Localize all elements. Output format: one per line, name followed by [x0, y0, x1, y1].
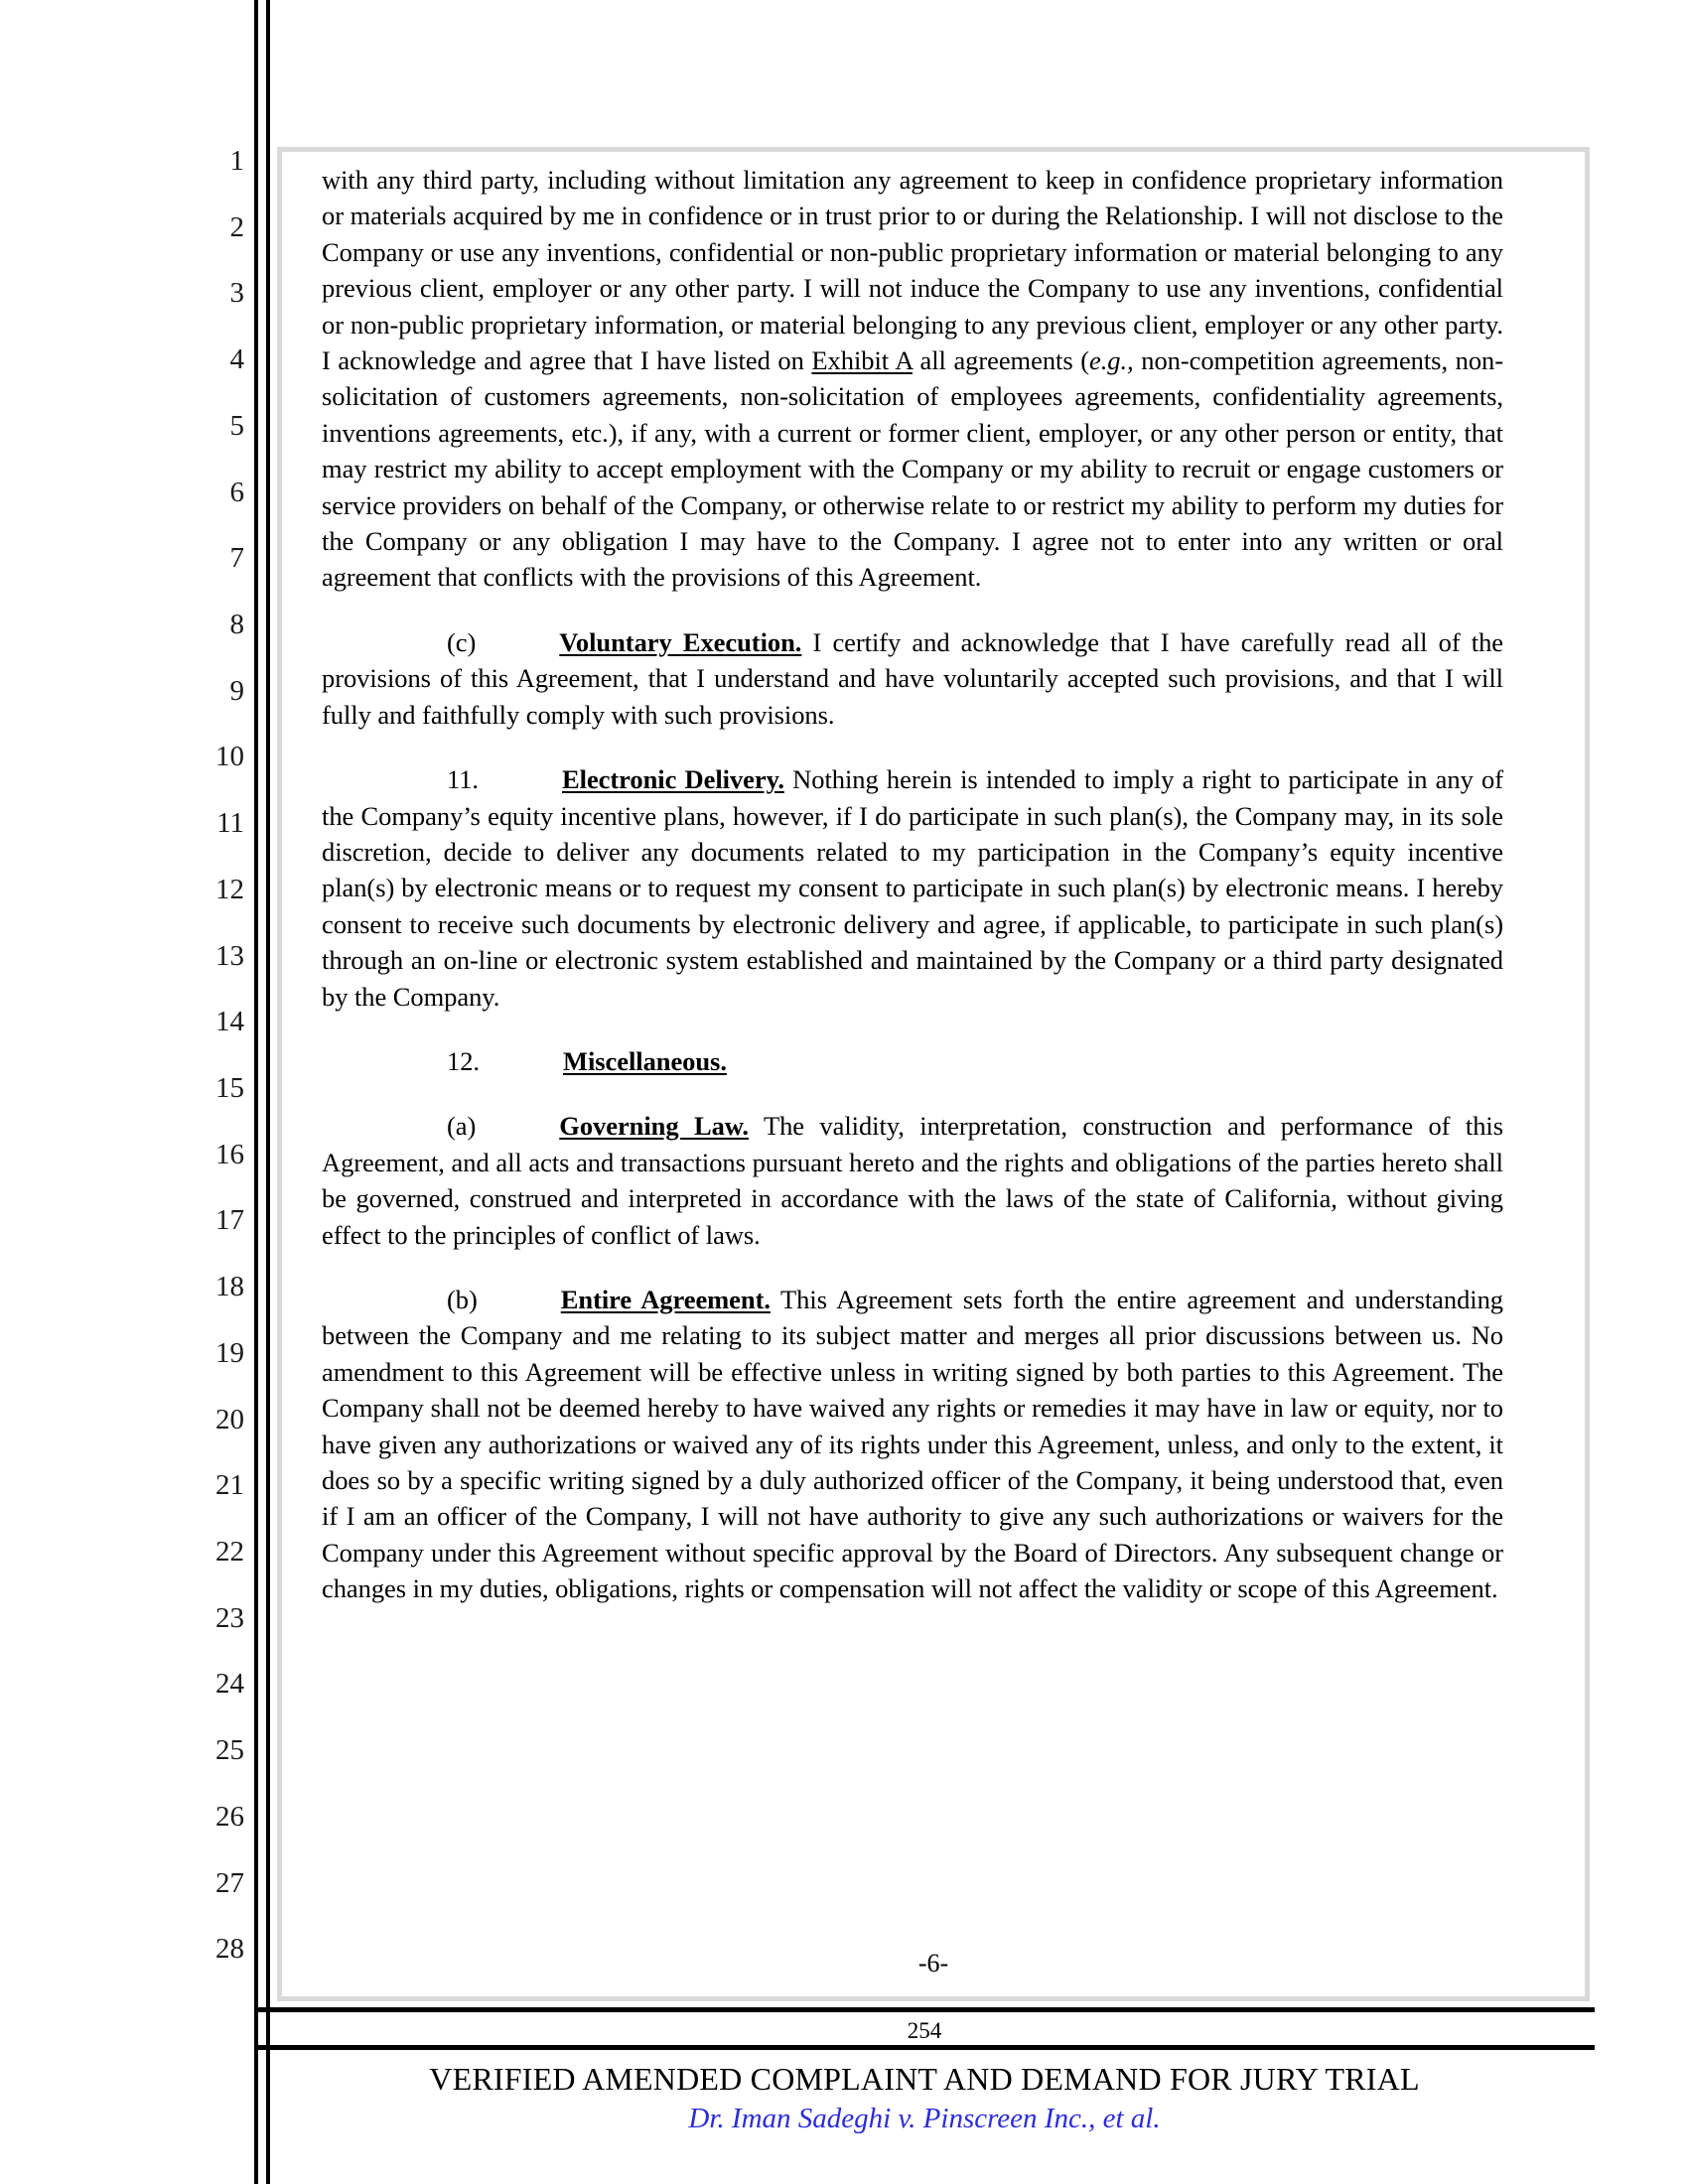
section-heading: Entire Agreement. — [560, 1284, 771, 1314]
line-number: 15 — [215, 1072, 244, 1104]
pleading-rule-outer — [254, 0, 258, 2184]
line-number: 10 — [215, 741, 244, 773]
paragraph-governing-law — [322, 1108, 1503, 1253]
paragraph-marker: (a) — [447, 1111, 477, 1142]
line-number: 3 — [229, 277, 244, 310]
paragraph-indent — [322, 1282, 447, 1317]
bates-number: 254 — [907, 2018, 942, 2043]
pleading-rule-inner — [266, 0, 270, 2184]
line-number: 2 — [229, 210, 244, 243]
page-number: -6- — [917, 1949, 949, 1978]
paragraph-indent — [322, 1108, 447, 1144]
paragraph-miscellaneous — [322, 1043, 1503, 1079]
paragraph-voluntary-execution — [322, 624, 1503, 733]
section-body: The validity, interpretation, construction and performance of this Agreement, and all acts and transactions pursuant hereto and the rights and obligations of the parties hereto shall be governed, construed and interpreted in accordance with the laws of the state of California, without giving effect to the principles of conflict of laws. — [322, 1111, 1503, 1250]
paragraph-marker: (b) — [447, 1284, 478, 1314]
marker-spacer — [476, 1108, 559, 1144]
section-heading: Governing Law. — [559, 1111, 749, 1142]
section-heading: Electronic Delivery. — [562, 764, 784, 795]
paragraph-marker: 12. — [447, 1045, 480, 1076]
marker-spacer — [476, 624, 559, 660]
section-body: Nothing herein is intended to imply a right to participate in any of the Company’s equity incentive plans, however, if I do participate in such plan(s), the Company may, in its sole discretion, decide to deliver any documents related to my participation in the Company’s equity incentive plan(s) by electronic means or to request my consent to participate in such plan(s) by electronic means. I hereby consent to receive such documents by electronic delivery and agree, if applicable, to participate in such plan(s) through an on-line or electronic system established and maintained by the Company or a third party designated by the Company. — [322, 764, 1504, 1012]
line-number: 8 — [229, 609, 244, 640]
paragraph-indent — [322, 624, 447, 660]
line-number: 7 — [229, 542, 244, 575]
line-number: 4 — [229, 343, 244, 376]
paragraph-entire-agreement — [322, 1282, 1503, 1607]
scanned-page-card — [277, 147, 1590, 2001]
line-number: 17 — [215, 1204, 244, 1237]
footer-title: VERIFIED AMENDED COMPLAINT AND DEMAND FOR JURY TRIAL — [429, 2061, 1420, 2097]
line-number: 27 — [215, 1866, 244, 1899]
line-number: 13 — [215, 939, 244, 972]
paragraph-text: with any third party, including without limitation any agreement to keep in confidence proprietary information or materials acquired by me in confidence or in trust prior to or during the Relationship. I will not disclose to the Company or use any inventions, confidential or non-public proprietary information or material belonging to any previous client, employer or any other party. I will not induce the Company to use any inventions, confidential or non-public proprietary information, or material belonging to any previous client, employer or any other party. I acknowledge and agree that I have listed on — [322, 165, 1503, 376]
line-number: 12 — [215, 873, 244, 905]
paragraph-marker: (c) — [447, 626, 477, 657]
marker-spacer — [479, 761, 562, 797]
line-number: 16 — [215, 1138, 244, 1170]
line-number: 26 — [215, 1800, 244, 1833]
section-heading: Voluntary Execution. — [559, 626, 802, 657]
document-text-body — [322, 162, 1503, 1607]
line-number: 5 — [229, 409, 244, 442]
paragraph-text: non-competition agreements, non-solicitation of customers agreements, non-solicitation of employees agreements, confidentiality agreements, inventions agreements, etc.), if any, with a current or former client, employer, or any other person or entity, that may restrict my ability to accept employment with the Company or my ability to recruit or engage customers or service providers on behalf of the Company, or otherwise relate to or restrict my ability to perform my duties for the Company or any obligation I may have to the Company. I agree not to enter into any written or oral agreement that conflicts with the provisions of this Agreement. — [322, 345, 1504, 593]
paragraph-third-party-obligations — [322, 162, 1503, 596]
line-number: 11 — [216, 807, 244, 840]
page-footer — [254, 2007, 1595, 2137]
line-number: 1 — [229, 145, 244, 177]
line-number: 21 — [215, 1469, 244, 1502]
line-number: 25 — [215, 1734, 244, 1767]
line-number-column — [159, 139, 244, 1995]
line-number: 22 — [215, 1536, 244, 1568]
marker-spacer — [478, 1282, 561, 1317]
line-number: 14 — [215, 1006, 244, 1038]
section-body: This Agreement sets forth the entire agreement and understanding between the Company and me relating to its subject matter and merges all prior discussions between us. No amendment to this Agreement will be effective unless in writing signed by both parties to this Agreement. The Company shall not be deemed hereby to have waived any rights or remedies it may have in law or equity, nor to have given any authorizations or waived any of its rights under this Agreement, unless, and only to the extent, it does so by a specific writing signed by a duly authorized officer of the Company, it being understood that, even if I am an officer of the Company, I will not have authority to give any such authorizations or waivers for the Company under this Agreement without specific approval by the Board of Directors. Any subsequent change or changes in my duties, obligations, rights or compensation will not affect the validity or scope of this Agreement. — [322, 1284, 1503, 1604]
line-number: 24 — [215, 1668, 244, 1701]
line-number: 19 — [215, 1336, 244, 1369]
paragraph-indent — [322, 1043, 447, 1079]
section-heading: Miscellaneous. — [562, 1045, 727, 1076]
exhibit-reference: Exhibit A — [811, 345, 913, 376]
latin-abbreviation: e.g., — [1089, 345, 1134, 376]
paragraph-electronic-delivery — [322, 761, 1503, 1015]
paragraph-indent — [322, 761, 447, 797]
paragraph-marker: 11. — [447, 764, 479, 795]
line-number: 18 — [215, 1271, 244, 1303]
line-number: 9 — [229, 674, 244, 707]
line-number: 6 — [229, 476, 244, 508]
line-number: 20 — [215, 1403, 244, 1435]
marker-spacer — [480, 1043, 563, 1079]
section-body: I certify and acknowledge that I have carefully read all of the provisions of this Agreement, that I understand and have voluntarily accepted such provisions, and that I will fully and faithfully comply with such provisions. — [322, 626, 1503, 730]
footer-case-caption: Dr. Iman Sadeghi v. Pinscreen Inc., et al. — [688, 2103, 1161, 2134]
paragraph-text: all agreements ( — [912, 345, 1089, 376]
line-number: 28 — [215, 1933, 244, 1966]
line-number: 23 — [215, 1601, 244, 1634]
